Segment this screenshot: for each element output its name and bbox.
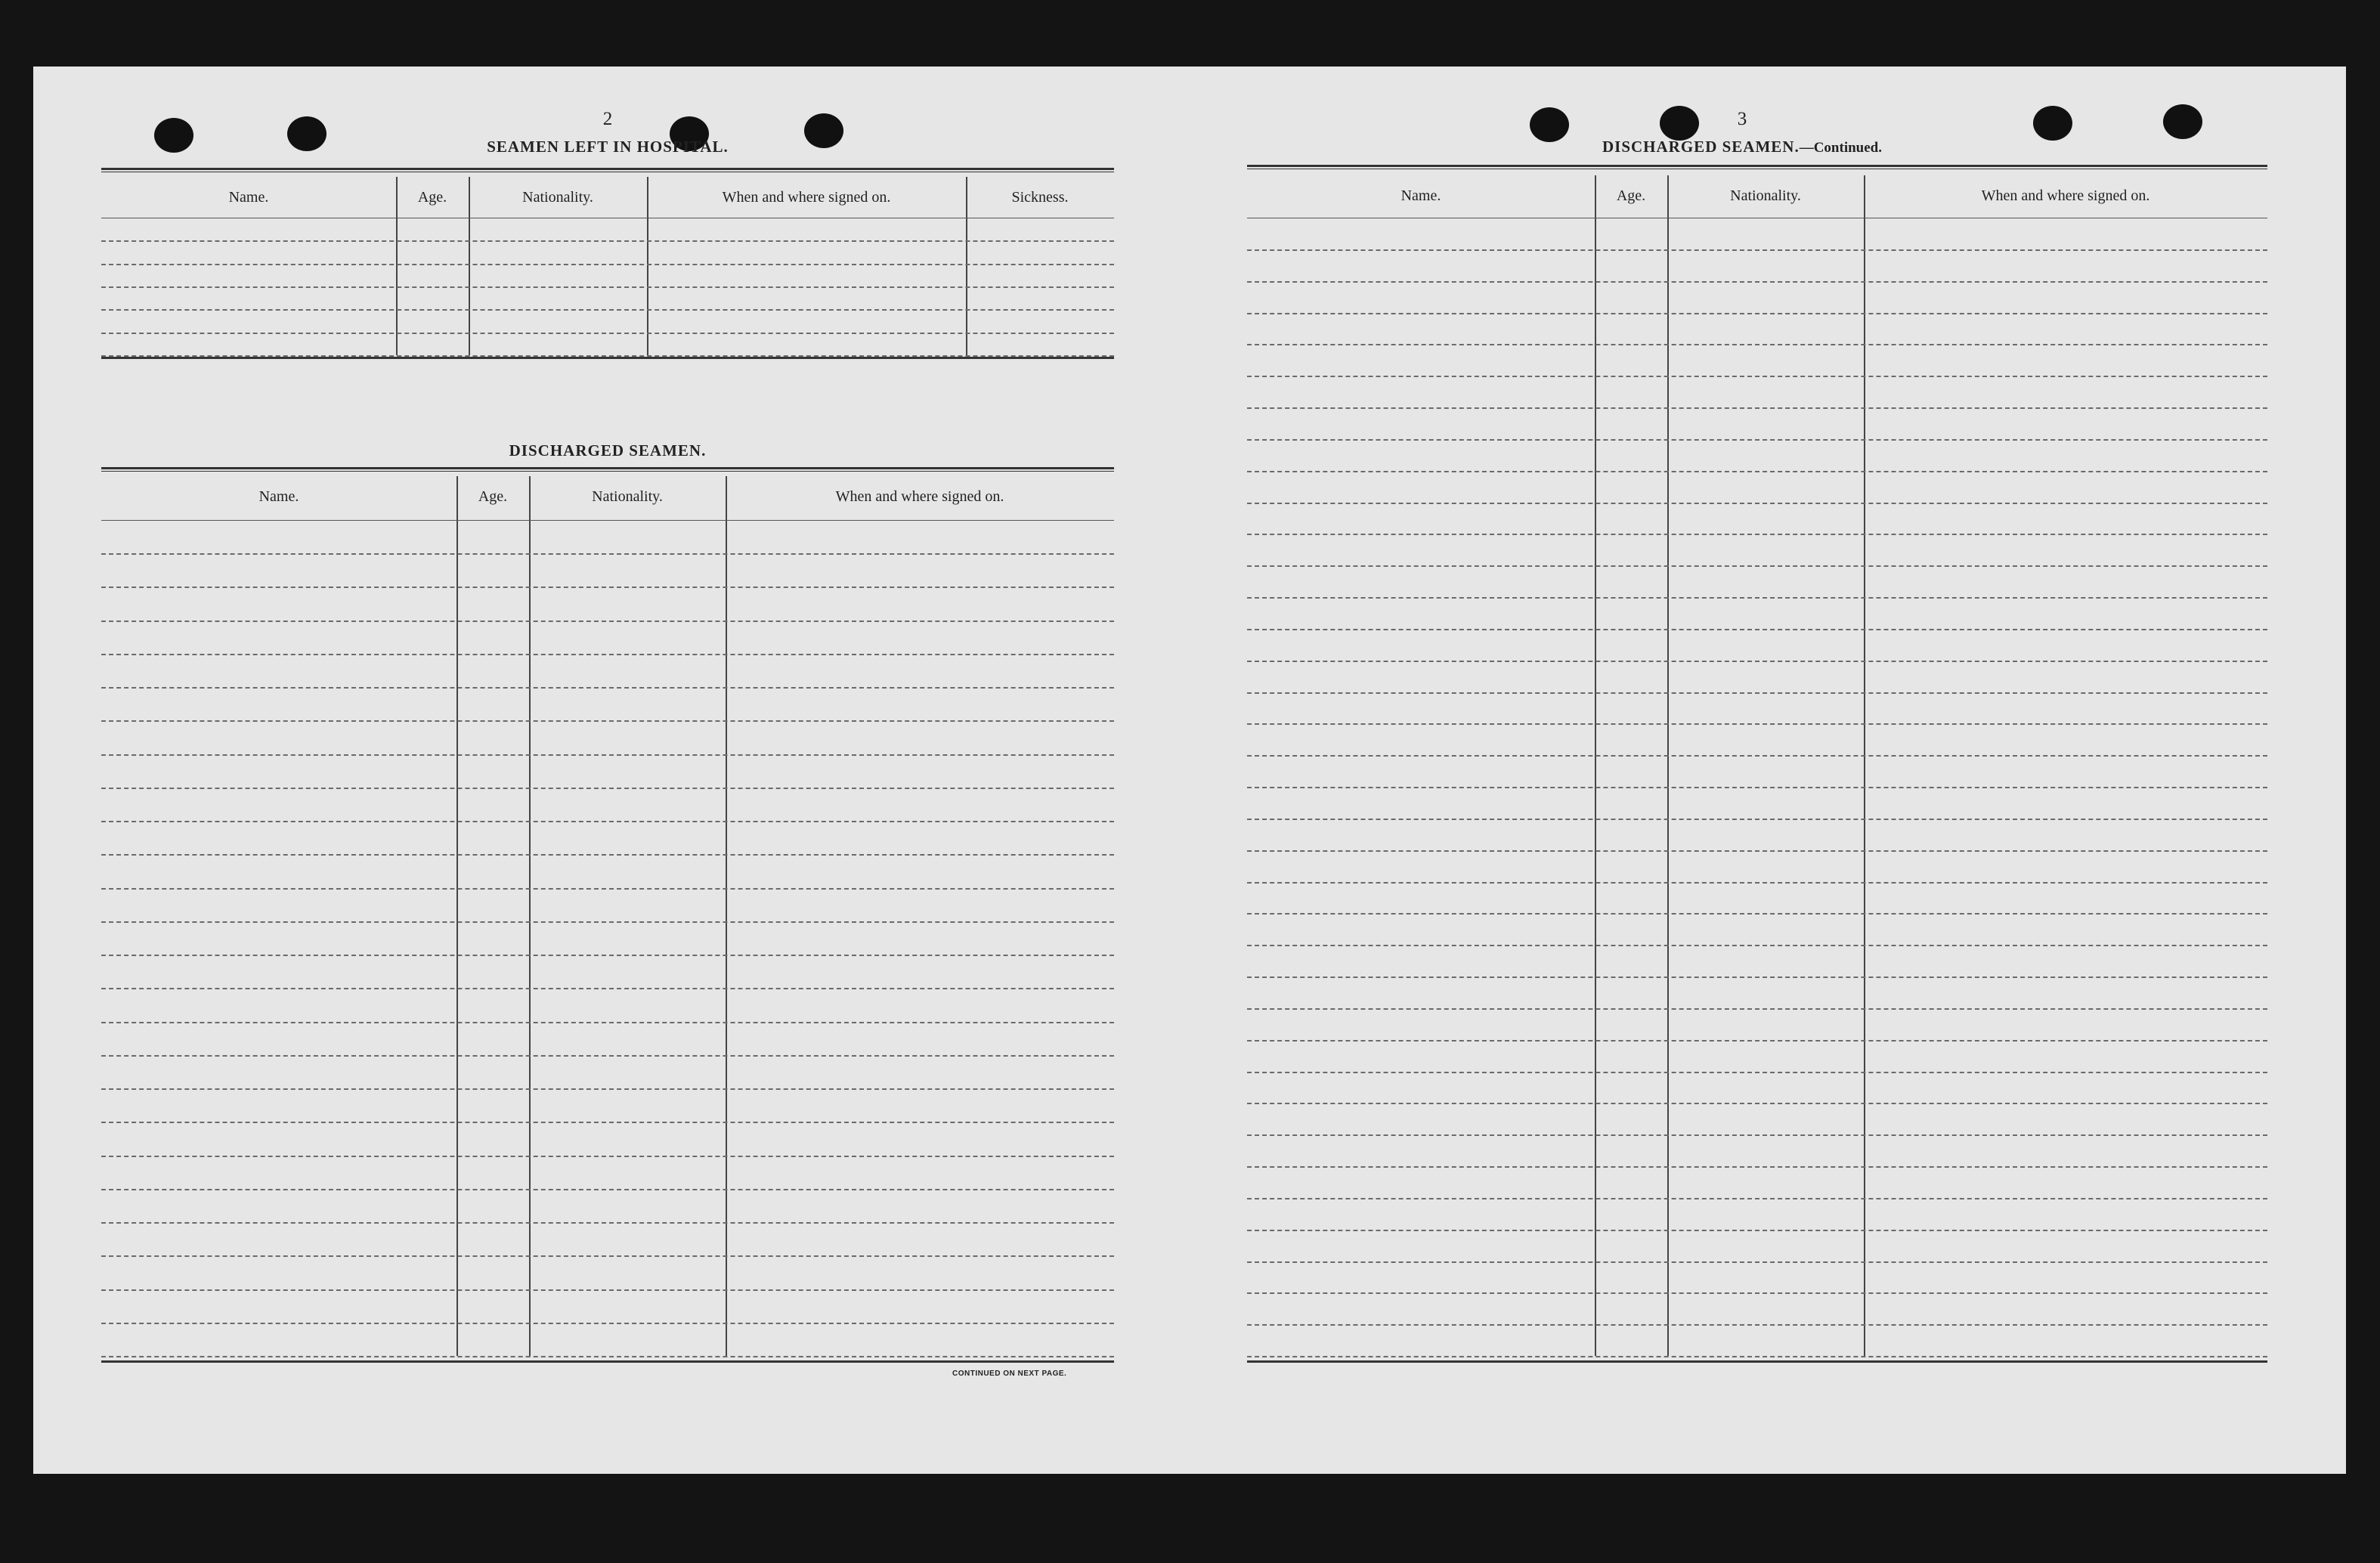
table-row xyxy=(101,1289,1114,1291)
discharged-continued-title xyxy=(1232,138,2252,156)
table-row xyxy=(1247,1198,2267,1199)
table-row xyxy=(1247,1230,2267,1231)
column-divider xyxy=(1595,175,1596,1356)
table-row xyxy=(101,1055,1114,1057)
column-header-signed-on: When and where signed on. xyxy=(1981,187,2150,204)
table-row xyxy=(1247,281,2267,283)
table-row xyxy=(1247,1134,2267,1136)
table-row xyxy=(101,754,1114,756)
table-row xyxy=(1247,313,2267,314)
table-row xyxy=(1247,1292,2267,1294)
column-header-nationality: Nationality. xyxy=(592,488,663,505)
table-row xyxy=(1247,1261,2267,1263)
continued-note: CONTINUED ON NEXT PAGE. xyxy=(952,1370,1067,1378)
table-row xyxy=(101,1356,1114,1357)
table-row xyxy=(101,821,1114,822)
table-row xyxy=(1247,692,2267,694)
table-row xyxy=(1247,344,2267,345)
table-row xyxy=(1247,1103,2267,1104)
table-row xyxy=(101,1156,1114,1157)
table-row xyxy=(1247,1072,2267,1073)
column-header-sickness: Sickness. xyxy=(1011,189,1069,206)
table-row xyxy=(1247,407,2267,409)
table-row xyxy=(101,264,1114,265)
table-row xyxy=(1247,503,2267,504)
table-row xyxy=(101,687,1114,689)
table-row xyxy=(1247,787,2267,788)
bottom-rule xyxy=(1247,1360,2267,1363)
column-divider xyxy=(457,476,458,1356)
table-row xyxy=(1247,976,2267,978)
table-row xyxy=(101,333,1114,334)
page-number: 2 xyxy=(602,109,613,129)
header-rule xyxy=(101,520,1114,521)
table-row xyxy=(1247,723,2267,725)
table-row xyxy=(101,988,1114,989)
table-row xyxy=(1247,819,2267,820)
bottom-rule xyxy=(101,1360,1114,1363)
table-row xyxy=(1247,1040,2267,1041)
table-row xyxy=(1247,661,2267,662)
table-row xyxy=(1247,913,2267,915)
table-row xyxy=(101,1222,1114,1224)
table-row xyxy=(1247,629,2267,630)
table-row xyxy=(1247,1166,2267,1168)
column-header-age: Age. xyxy=(417,189,447,206)
table-row xyxy=(1247,1356,2267,1357)
hospital-table xyxy=(101,177,1114,355)
table-row xyxy=(101,286,1114,288)
table-row xyxy=(1247,565,2267,567)
table-row xyxy=(101,309,1114,311)
table-row xyxy=(1247,755,2267,757)
discharged-table xyxy=(1247,175,2267,1356)
table-row xyxy=(1247,1324,2267,1326)
top-rule xyxy=(1247,165,2267,169)
table-row xyxy=(1247,1008,2267,1010)
column-header-nationality: Nationality. xyxy=(522,189,593,206)
column-header-nationality: Nationality. xyxy=(1730,187,1801,204)
table-row xyxy=(1247,439,2267,441)
continued-label: —Continued. xyxy=(1799,140,1882,156)
table-row xyxy=(101,921,1114,923)
column-header-age: Age. xyxy=(478,488,508,505)
table-row xyxy=(101,1088,1114,1090)
table-row xyxy=(101,955,1114,956)
column-divider xyxy=(1864,175,1865,1356)
table-row xyxy=(101,1122,1114,1123)
document-sheet xyxy=(33,67,2346,1474)
table-row xyxy=(1247,945,2267,946)
table-row xyxy=(101,1255,1114,1257)
column-divider xyxy=(726,476,727,1356)
section-title-text: DISCHARGED SEAMEN. xyxy=(1602,138,1800,156)
table-row xyxy=(1247,471,2267,472)
discharged-table xyxy=(101,476,1114,1356)
table-row xyxy=(1247,249,2267,251)
table-row xyxy=(101,720,1114,722)
table-row xyxy=(101,1022,1114,1023)
table-row xyxy=(1247,882,2267,884)
table-row xyxy=(1247,534,2267,535)
top-rule xyxy=(101,168,1114,172)
section-rule xyxy=(101,467,1114,472)
column-header-name: Name. xyxy=(1400,187,1441,204)
table-row xyxy=(101,553,1114,555)
hospital-section-title: SEAMEN LEFT IN HOSPITAL. xyxy=(487,138,729,156)
table-row xyxy=(101,1323,1114,1324)
page-number: 3 xyxy=(1737,109,1747,129)
table-row xyxy=(101,654,1114,655)
section-rule xyxy=(101,357,1114,359)
column-divider xyxy=(529,476,531,1356)
column-header-name: Name. xyxy=(258,488,299,505)
column-divider xyxy=(1667,175,1669,1356)
table-row xyxy=(101,788,1114,789)
table-row xyxy=(101,1189,1114,1190)
column-header-signed-on: When and where signed on. xyxy=(835,488,1004,505)
column-header-name: Name. xyxy=(228,189,269,206)
table-row xyxy=(101,888,1114,890)
table-row xyxy=(101,621,1114,622)
table-row xyxy=(1247,376,2267,377)
column-header-signed-on: When and where signed on. xyxy=(722,189,891,206)
column-header-age: Age. xyxy=(1616,187,1646,204)
table-row xyxy=(101,854,1114,856)
discharged-section-title: DISCHARGED SEAMEN. xyxy=(509,441,707,460)
table-row xyxy=(101,240,1114,242)
table-row xyxy=(1247,850,2267,852)
table-row xyxy=(1247,597,2267,599)
table-row xyxy=(101,587,1114,588)
